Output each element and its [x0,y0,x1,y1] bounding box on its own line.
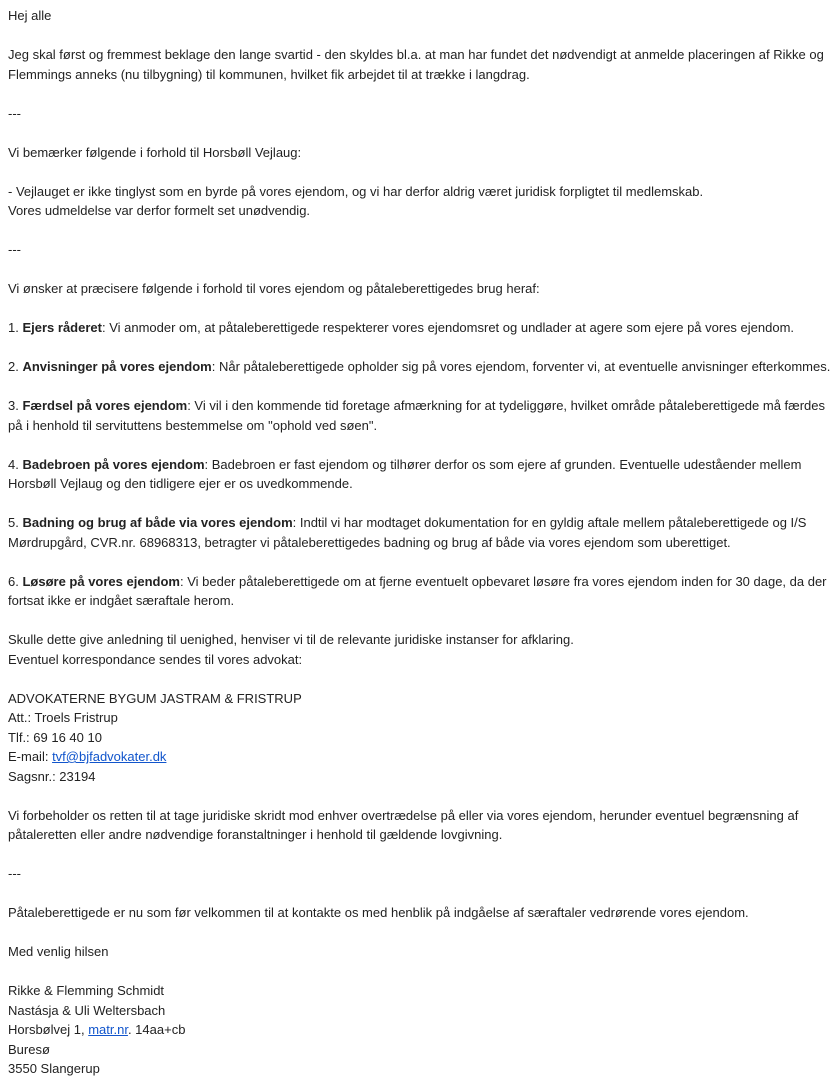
point-item [8,513,834,552]
point-title: Badebroen på vores ejendom [22,456,205,472]
vejlaug-line-1: - Vejlauget er ikke tinglyst som en byrde på vores ejendom, og vi har derfor aldrig været juridisk forpligtet til medlemskab. [8,183,704,199]
signature-name-2: Nastásja & Uli Weltersbach [8,1002,166,1018]
signature-postal: 3550 Slangerup [8,1061,100,1076]
intro-paragraph: Jeg skal først og fremmest beklage den lange svartid - den skyldes bl.a. at man har fundet det nødvendigt at anmelde placeringen af Rikke og Flemmings anneks (nu tilbygning) til kommunen, hvilket fik arbejdet til at trække i langdrag. [8,47,824,82]
separator: --- [8,866,21,881]
point-title: Ejers råderet [22,320,102,335]
closing: Med venlig hilsen [8,944,109,959]
reserve-paragraph: Vi forbeholder os retten til at tage juridiske skridt mod enhver overtrædelse på eller via vores ejendom, herunder eventuel begrænsning af påtaleretten eller andre nødvendige foranstaltninger i henhold til gældende lovgivning. [8,807,799,842]
point-item [8,572,834,611]
separator: --- [8,242,21,257]
lawyer-email-link[interactable]: tvf@bjfadvokater.dk [52,749,167,764]
disagreement-line-2: Eventuel korrespondance sendes til vores advokat: [8,651,303,667]
precise-heading: Vi ønsker at præcisere følgende i forhold til vores ejendom og påtaleberettigedes brug heraf: [8,281,540,296]
vejlaug-paragraph [8,182,834,221]
point-item [8,357,834,377]
matr-link[interactable]: matr.nr [88,1022,128,1037]
point-number: 1. [8,320,23,335]
email-body [8,6,834,1079]
lawyer-email-line [8,747,834,767]
point-item [8,396,834,435]
point-text: : Indtil vi har modtaget dokumentation for en gyldig aftale mellem påtaleberettigede og I/S Mørdrupgård, CVR.nr. 68968313, betragter vi påtaleberettigedes badning og brug af både via vores ejendom som uberettiget. [8,515,807,550]
lawyer-att: Att.: Troels Fristrup [8,710,118,725]
point-number: 5. [8,515,23,530]
signature-city: Buresø [8,1041,50,1057]
separator: --- [8,105,21,121]
signature-name-1: Rikke & Flemming Schmidt [8,983,165,998]
address-prefix: Horsbølvej 1, [8,1022,89,1037]
disagreement-paragraph [8,630,834,669]
lawyer-email-label: E-mail: [8,749,53,764]
point-title: Løsøre på vores ejendom [22,573,180,589]
lawyer-contact-block [8,689,834,787]
point-title: Anvisninger på vores ejendom [22,359,212,374]
signature-address [8,1020,834,1040]
lawyer-phone: Tlf.: 69 16 40 10 [8,729,102,745]
point-number: 3. [8,398,23,413]
signature-block [8,981,834,1079]
point-text: : Vi vil i den kommende tid foretage afmærkning for at tydeliggøre, hvilket område påtaleberettigede må færdes på i henhold til servituttens bestemmelse om "ophold ved søen". [8,398,826,433]
point-text: : Vi beder påtaleberettigede om at fjerne eventuelt opbevaret løsøre fra vores ejendom inden for 30 dage, da der fortsat ikke er indgået særaftale herom. [8,573,827,608]
point-title: Færdsel på vores ejendom [22,398,188,413]
lawyer-firm: ADVOKATERNE BYGUM JASTRAM & FRISTRUP [8,690,302,706]
welcome-paragraph: Påtaleberettigede er nu som før velkommen til at kontakte os med henblik på indgåelse af særaftaler vedrørende vores ejendom. [8,905,749,920]
vejlaug-line-2: Vores udmeldelse var derfor formelt set unødvendig. [8,203,311,218]
point-title: Badning og brug af både via vores ejendom [22,515,293,530]
point-number: 2. [8,359,23,374]
lawyer-case-number: Sagsnr.: 23194 [8,768,96,784]
address-suffix: . 14aa+cb [127,1022,186,1037]
point-text: : Vi anmoder om, at påtaleberettigede respekterer vores ejendomsret og undlader at agere som ejere på vores ejendom. [101,320,795,335]
greeting: Hej alle [8,8,52,23]
point-item [8,318,834,338]
vejlaug-heading: Vi bemærker følgende i forhold til Horsbøll Vejlaug: [8,144,302,160]
point-number: 6. [8,573,23,589]
point-text: : Badebroen er fast ejendom og tilhører derfor os som ejere af grunden. Eventuelle udeståender mellem Horsbøll Vejlaug og den tidligere ejer er os uvedkommende. [8,456,802,491]
point-item [8,455,834,494]
disagreement-line-1: Skulle dette give anledning til uenighed, henviser vi til de relevante juridiske instanser for afklaring. [8,632,574,647]
point-text: : Når påtaleberettigede opholder sig på vores ejendom, forventer vi, at eventuelle anvisninger efterkommes. [211,359,831,374]
point-number: 4. [8,456,23,472]
